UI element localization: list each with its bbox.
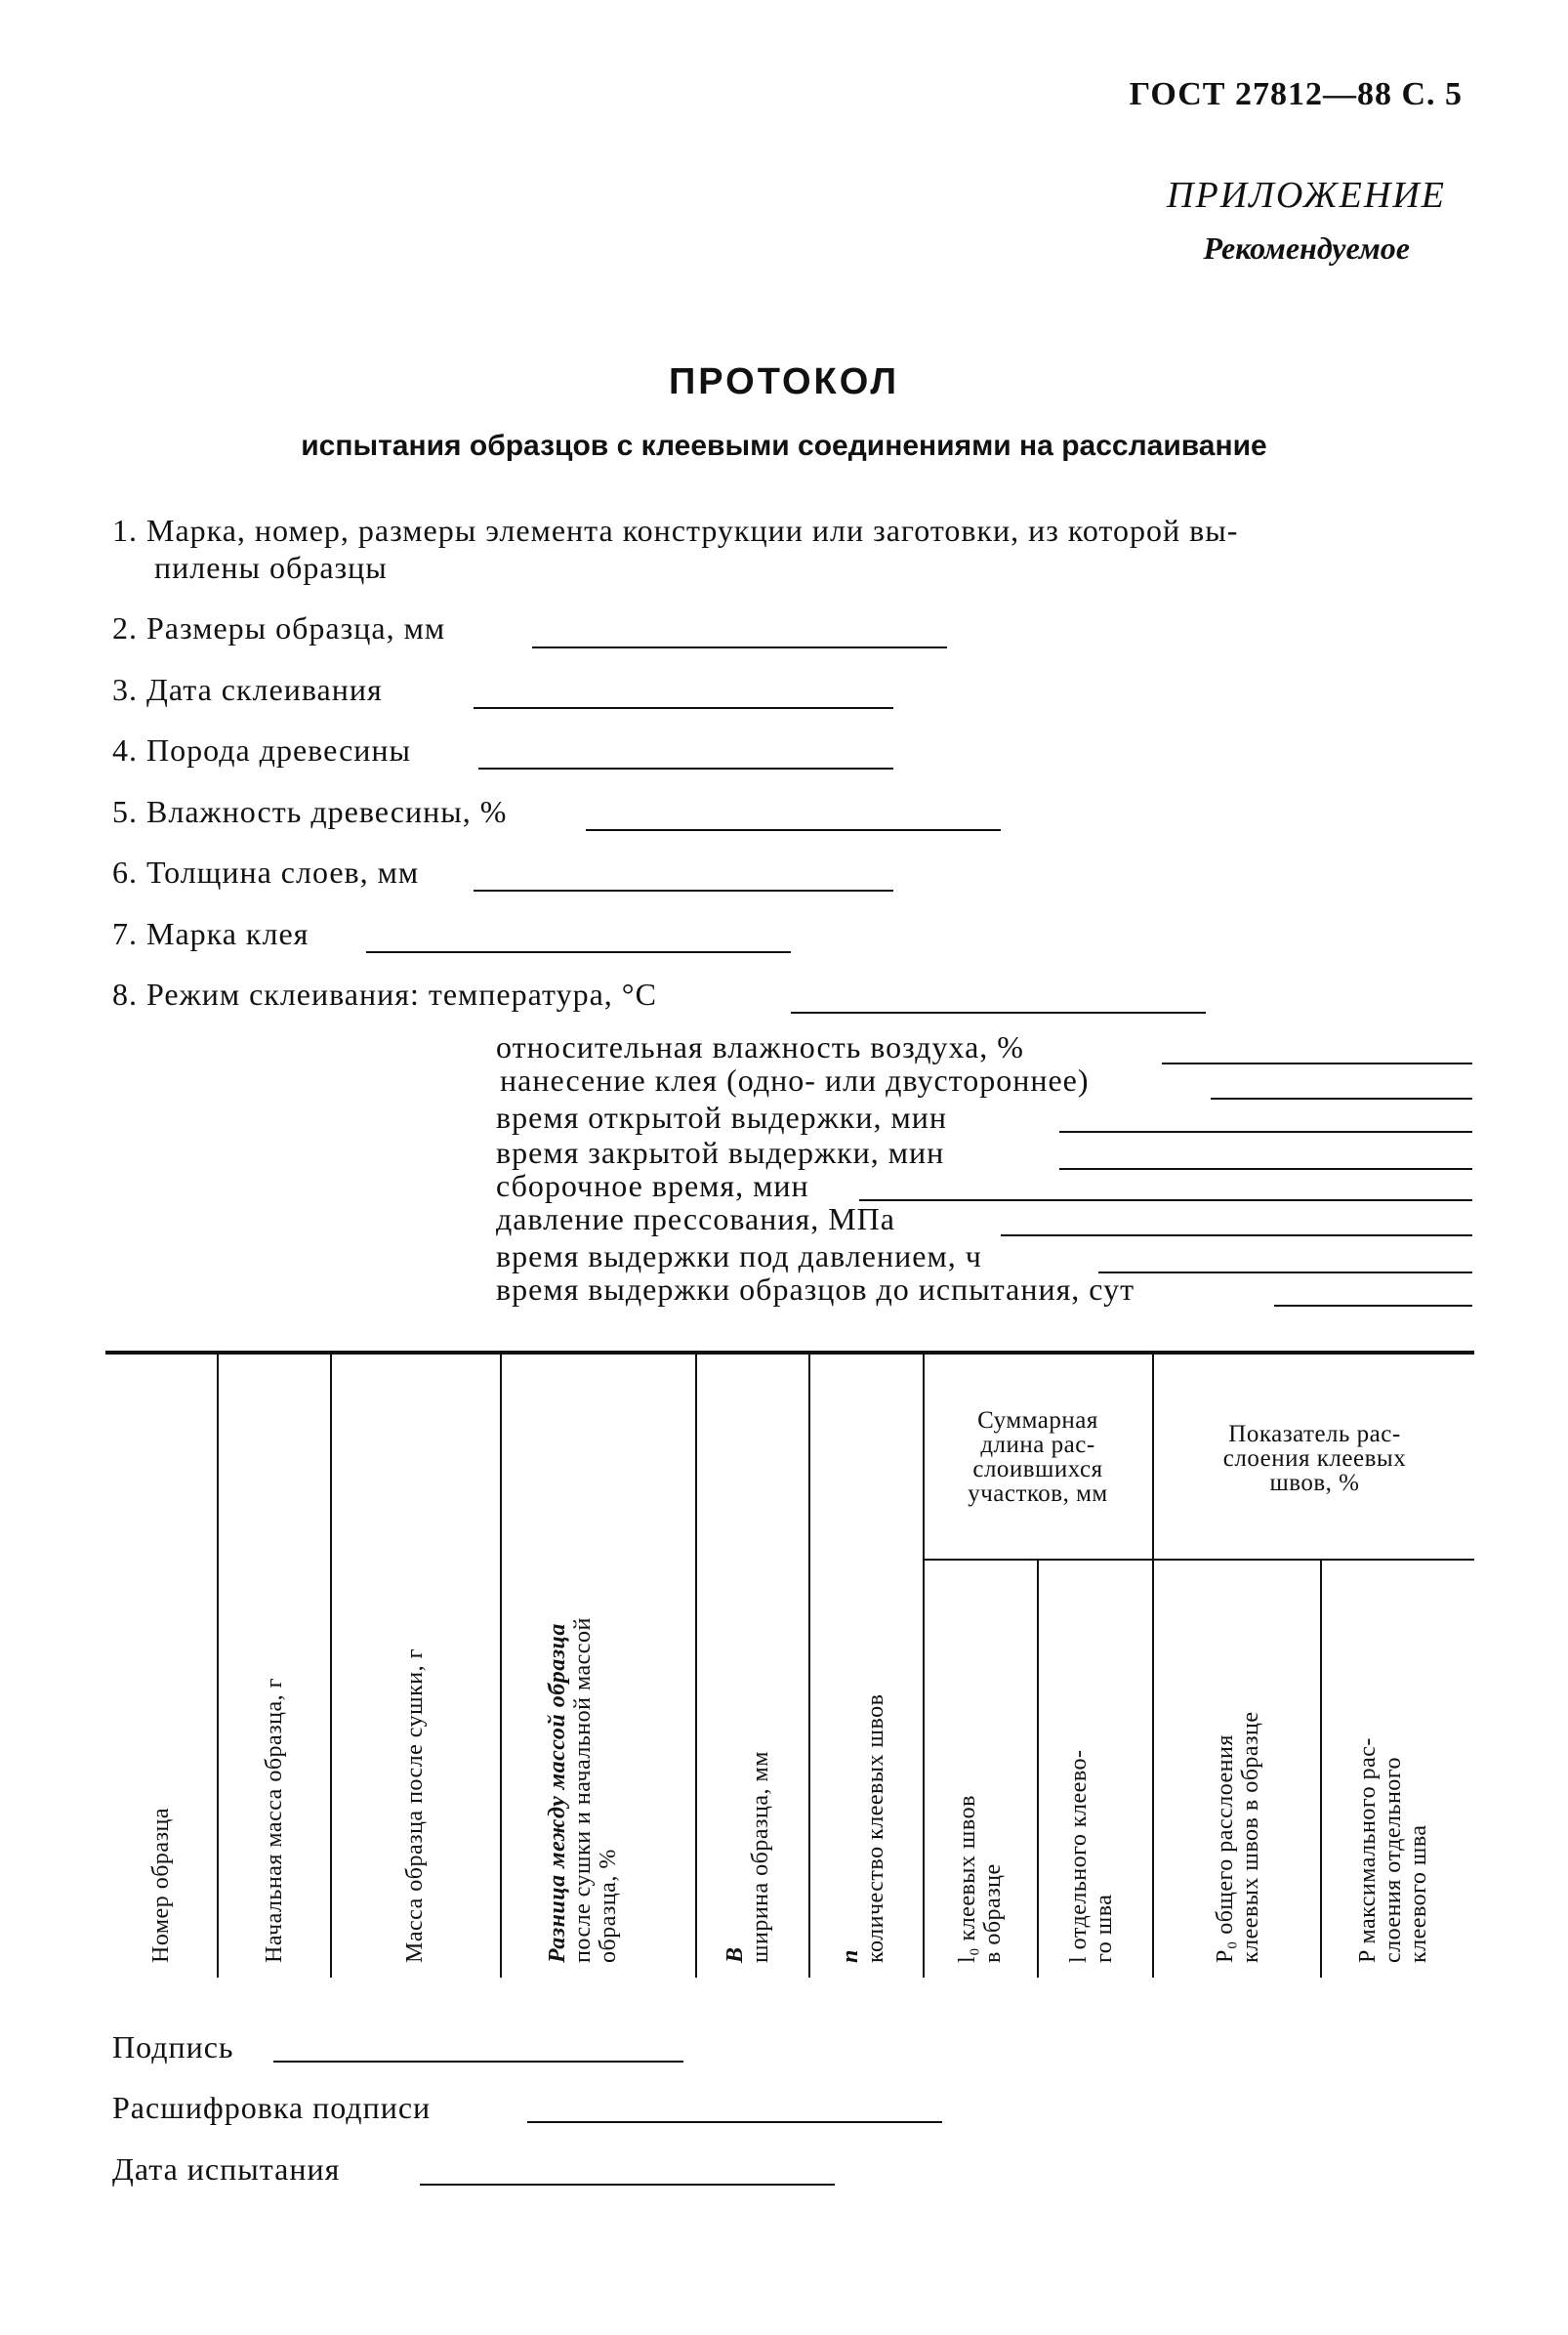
group-header-delamination-line2: слоения клеевых	[1222, 1445, 1407, 1472]
col-header-single-seam-line2: го шва	[1092, 1894, 1117, 1963]
regime-conditioning-time-blank[interactable]	[1274, 1305, 1472, 1307]
regime-open-time-blank[interactable]	[1059, 1131, 1472, 1133]
page-subtitle: испытания образцов с клеевыми соединениями на расслаивание	[301, 430, 1267, 462]
regime-pressure: давление прессования, МПа	[496, 1201, 895, 1236]
item-8-label: 8. Режим склеивания: температура, °С	[112, 977, 657, 1012]
group-header-length-line3: слоившихся	[972, 1456, 1103, 1482]
signature-label: Подпись	[112, 2029, 234, 2064]
col-header-seams-in-sample-line1: l₀ клеевых швов	[955, 1795, 980, 1963]
item-3-blank[interactable]	[474, 707, 893, 709]
col-header-seam-count	[838, 1694, 888, 1963]
regime-assembly-time: сборочное время, мин	[496, 1168, 809, 1203]
regime-assembly-time-blank[interactable]	[859, 1199, 1472, 1201]
recommended-label: Рекомендуемое	[1203, 230, 1410, 266]
col-header-max-delamination-line2: слоения отдельного	[1381, 1756, 1406, 1963]
item-1-line1: 1. Марка, номер, размеры элемента конструкции или заготовки, из которой вы-	[112, 513, 1239, 548]
table-col-divider-2	[330, 1353, 332, 1978]
col-header-seams-in-sample	[955, 1795, 1006, 1963]
table-col-divider-4	[695, 1353, 697, 1978]
col-header-max-delamination-line3: клеевого шва	[1406, 1824, 1431, 1963]
item-2-blank[interactable]	[532, 646, 947, 648]
signature-decode-label: Расшифровка подписи	[112, 2090, 432, 2125]
regime-pressure-time-blank[interactable]	[1098, 1272, 1472, 1273]
col-header-width	[722, 1751, 773, 1963]
regime-humidity-blank[interactable]	[1162, 1063, 1472, 1064]
col-header-total-delamination-line2: клеевых швов в образце	[1238, 1711, 1263, 1963]
signature-blank[interactable]	[273, 2061, 683, 2063]
item-5-label: 5. Влажность древесины, %	[112, 794, 508, 829]
group-header-delamination	[1155, 1422, 1474, 1495]
item-7-label: 7. Марка клея	[112, 916, 309, 951]
table-col-divider-5	[808, 1353, 810, 1978]
page-title: ПРОТОКОЛ	[668, 361, 899, 402]
regime-glue-application-blank[interactable]	[1211, 1098, 1472, 1100]
regime-pressure-blank[interactable]	[1001, 1234, 1472, 1236]
item-4-label: 4. Порода древесины	[112, 732, 412, 768]
col-header-mass-difference	[545, 1617, 621, 1963]
col-header-max-delamination-line1: P максимального рас-	[1355, 1737, 1381, 1963]
item-1-line2: пилены образцы	[154, 550, 388, 585]
group-header-delamination-line1: Показатель рас-	[1228, 1421, 1401, 1447]
appendix-label: ПРИЛОЖЕНИЕ	[1167, 175, 1446, 216]
col-header-seam-count-symbol: n	[838, 1949, 863, 1963]
signature-decode-blank[interactable]	[527, 2121, 942, 2123]
regime-closed-time-blank[interactable]	[1059, 1168, 1472, 1170]
gost-header: ГОСТ 27812—88 С. 5	[1129, 76, 1463, 112]
col-header-single-seam	[1066, 1750, 1117, 1964]
col-header-mass-difference-line3: образца, %	[596, 1849, 621, 1963]
col-header-mass-difference-line1: Разница между массой образца	[545, 1623, 570, 1963]
col-header-initial-mass: Начальная масса образца, г	[262, 1677, 287, 1963]
col-header-width-symbol: B	[722, 1946, 748, 1963]
regime-open-time: время открытой выдержки, мин	[496, 1100, 947, 1135]
group-header-length-line4: участков, мм	[968, 1480, 1108, 1507]
table-col-divider-7	[1037, 1561, 1039, 1978]
table-col-divider-3	[500, 1353, 502, 1978]
table-col-divider-6	[923, 1353, 925, 1978]
group-header-delamination-line3: швов, %	[1269, 1470, 1360, 1496]
regime-pressure-time: время выдержки под давлением, ч	[496, 1238, 982, 1273]
test-date-blank[interactable]	[420, 2184, 835, 2186]
col-header-total-delamination-line1: P₀ общего расслоения	[1213, 1734, 1238, 1963]
table-col-divider-8	[1152, 1353, 1154, 1978]
group-header-length-line2: длина рас-	[980, 1432, 1095, 1458]
regime-conditioning-time: время выдержки образцов до испытания, сут	[496, 1272, 1135, 1307]
table-top-rule	[105, 1351, 1474, 1355]
regime-humidity: относительная влажность воздуха, %	[496, 1029, 1024, 1064]
col-header-single-seam-line1: l отдельного клеево-	[1066, 1749, 1092, 1963]
table-col-divider-1	[217, 1353, 219, 1978]
col-header-mass-difference-line2: после сушки и начальной массой	[570, 1617, 596, 1963]
item-6-label: 6. Толщина слоев, мм	[112, 855, 420, 890]
item-3-label: 3. Дата склеивания	[112, 672, 383, 707]
col-header-seam-count-text: количество клеевых швов	[863, 1693, 888, 1963]
item-7-blank[interactable]	[366, 951, 791, 953]
regime-glue-application: нанесение клея (одно- или двустороннее)	[500, 1063, 1090, 1098]
table-group-rule	[923, 1559, 1474, 1561]
col-header-sample-number: Номер образца	[148, 1807, 174, 1963]
group-header-length	[926, 1408, 1150, 1506]
regime-closed-time: время закрытой выдержки, мин	[496, 1135, 945, 1170]
test-date-label: Дата испытания	[112, 2151, 341, 2187]
col-header-mass-after-drying: Масса образца после сушки, г	[402, 1648, 428, 1963]
item-6-blank[interactable]	[474, 890, 893, 892]
col-header-max-delamination	[1355, 1737, 1431, 1963]
item-4-blank[interactable]	[478, 768, 893, 770]
col-header-seams-in-sample-line2: в образце	[980, 1863, 1006, 1963]
table-col-divider-9	[1320, 1561, 1322, 1978]
col-header-total-delamination	[1213, 1711, 1263, 1963]
item-2-label: 2. Размеры образца, мм	[112, 610, 446, 646]
group-header-length-line1: Суммарная	[977, 1407, 1098, 1434]
col-header-width-text: ширина образца, мм	[748, 1751, 773, 1963]
item-5-blank[interactable]	[586, 829, 1001, 831]
item-8-blank[interactable]	[791, 1012, 1206, 1014]
